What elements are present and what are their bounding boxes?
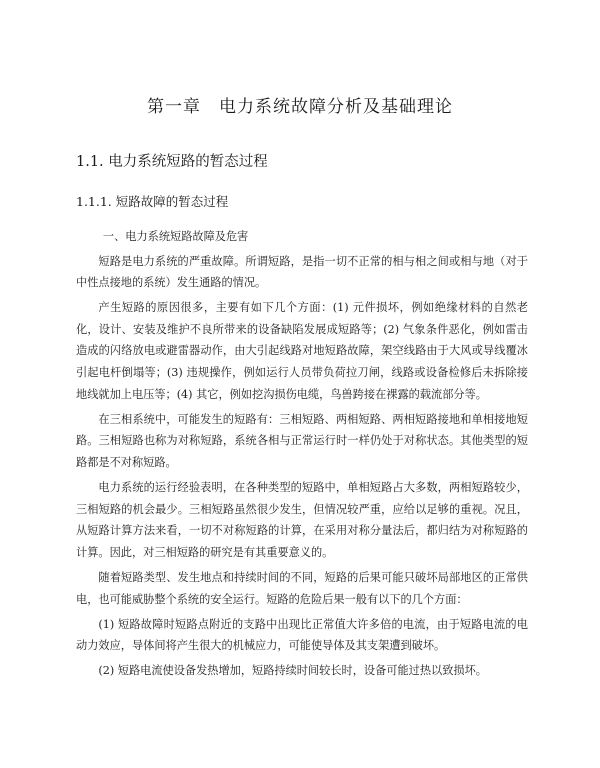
paragraph: 随着短路类型、发生地点和持续时间的不同，短路的后果可能只破坏局部地区的正常供电，也可能威胁整个系统的安全运行。短路的危险后果一般有以下的几个方面：	[76, 570, 528, 606]
paragraph: 在三相系统中，可能发生的短路有：三相短路、两相短路、两相短路接地和单相接地短路。三相短路也称为对称短路，系统各相与正常运行时一样仍处于对称状态。其他类型的短路都是不对称短路。	[76, 412, 528, 469]
body-text	[76, 226, 528, 685]
section-title: 1.1. 电力系统短路的暂态过程	[76, 154, 268, 170]
list-item: (2) 短路电流使设备发热增加，短路持续时间较长时，设备可能过热以致损坏。	[98, 664, 487, 678]
paragraph: 产生短路的原因很多，主要有如下几个方面：(1) 元件损坏，例如绝缘材料的自然老化，设计、安装及维护不良所带来的设备缺陷发展成短路等；(2) 气象条件恶化，例如雷击造成的闪络放电或避雷器动作，由大引起线路对地短路故障，架空线路由于大风或导线覆冰引起电杆倒塌等；(3) 违规操作，例如运行人员带负荷拉刀闸，线路或设备检修后未拆除接地线就加上电压等；(4) 其它，例如挖沟损伤电缆，鸟兽跨接在裸露的载流部分等。	[76, 301, 528, 401]
list-item: (1) 短路故障时短路点附近的支路中出现比正常值大许多倍的电流，由于短路电流的电动力效应，导体间将产生很大的机械应力，可能使导体及其支架遭到破坏。	[76, 617, 528, 653]
subsection-title: 1.1.1. 短路故障的暂态过程	[76, 194, 229, 209]
paragraph: 短路是电力系统的严重故障。所谓短路，是指一切不正常的相与相之间或相与地（对于中性点接地的系统）发生通路的情况。	[76, 254, 528, 290]
chapter-title: 第一章 电力系统故障分析及基础理论	[147, 97, 453, 117]
paragraph: 电力系统的运行经验表明，在各种类型的短路中，单相短路占大多数，两相短路较少，三相短路的机会最少。三相短路虽然很少发生，但情况较严重，应给以足够的重视。况且，从短路计算方法来看，一切不对称短路的计算，在采用对称分量法后，都归结为对称短路的计算。因此，对三相短路的研究是有其重要意义的。	[76, 481, 528, 559]
subsection-heading: 一、电力系统短路故障及危害	[102, 230, 249, 243]
